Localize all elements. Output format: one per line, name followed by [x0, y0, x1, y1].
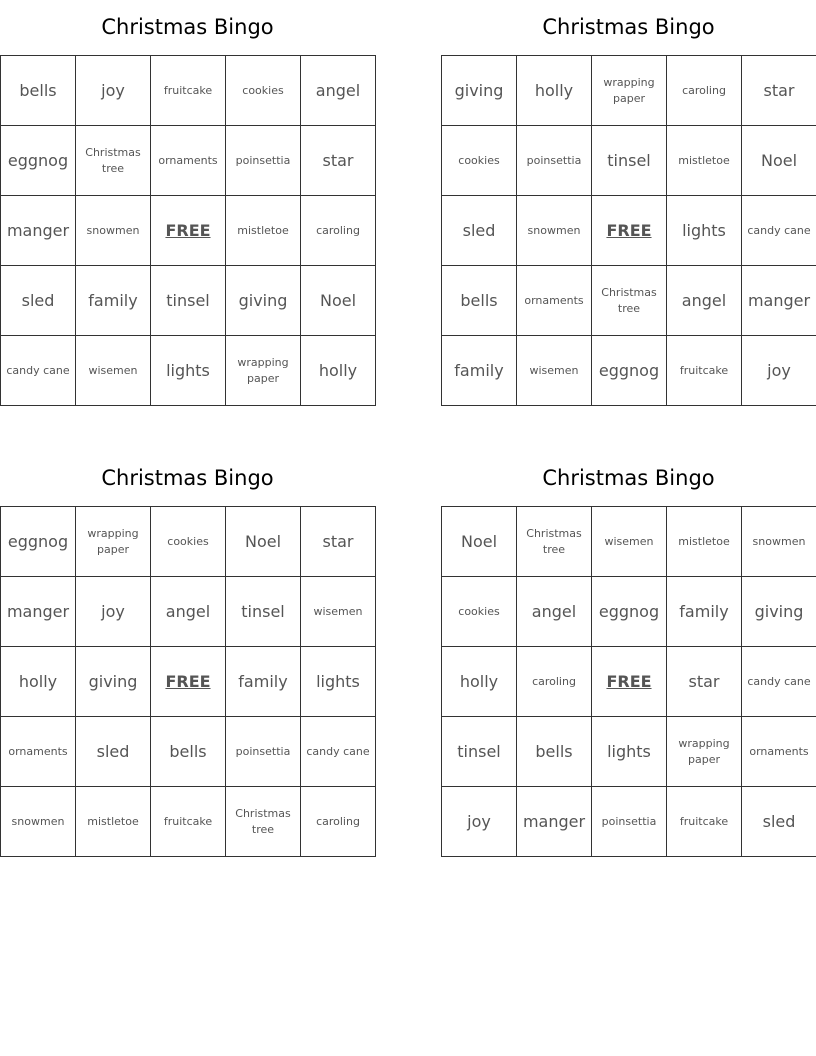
bingo-row	[442, 266, 816, 336]
bingo-cell: manger	[742, 266, 816, 336]
bingo-cell: caroling	[667, 56, 742, 126]
bingo-cell: lights	[151, 336, 226, 406]
bingo-cell: mistletoe	[226, 196, 301, 266]
bingo-cell: wrapping paper	[667, 717, 742, 787]
bingo-cell: family	[442, 336, 517, 406]
bingo-cell: wrapping paper	[226, 336, 301, 406]
bingo-row	[442, 196, 816, 266]
bingo-row	[442, 126, 816, 196]
bingo-cell: fruitcake	[151, 787, 226, 857]
bingo-cell: Noel	[742, 126, 816, 196]
bingo-row	[1, 507, 376, 577]
bingo-cell: giving	[226, 266, 301, 336]
card-title-text: Christmas Bingo	[101, 15, 274, 39]
bingo-cell: Noel	[226, 507, 301, 577]
card-title-text: Christmas Bingo	[101, 466, 274, 490]
bingo-cell: manger	[517, 787, 592, 857]
bingo-cell: candy cane	[742, 647, 816, 717]
bingo-cell: sled	[742, 787, 816, 857]
bingo-cell: tinsel	[442, 717, 517, 787]
bingo-cell: fruitcake	[667, 787, 742, 857]
bingo-cell: wisemen	[301, 577, 376, 647]
bingo-grid	[0, 506, 376, 857]
bingo-row	[1, 717, 376, 787]
bingo-card-1	[0, 0, 375, 406]
bingo-cell: holly	[442, 647, 517, 717]
bingo-cell: Noel	[301, 266, 376, 336]
bingo-cell: angel	[667, 266, 742, 336]
bingo-cell: poinsettia	[517, 126, 592, 196]
bingo-cell: cookies	[442, 126, 517, 196]
bingo-row	[1, 196, 376, 266]
free-space: FREE	[592, 647, 667, 717]
bingo-cell: ornaments	[151, 126, 226, 196]
bingo-cell: sled	[1, 266, 76, 336]
bingo-grid	[0, 55, 376, 406]
bingo-cell: mistletoe	[667, 507, 742, 577]
bingo-cell: snowmen	[517, 196, 592, 266]
bingo-cell: angel	[151, 577, 226, 647]
bingo-cell: candy cane	[742, 196, 816, 266]
bingo-cell: star	[742, 56, 816, 126]
bingo-row	[442, 647, 816, 717]
bingo-cell: bells	[1, 56, 76, 126]
bingo-card-2	[441, 0, 816, 406]
bingo-cell: family	[76, 266, 151, 336]
bingo-cell: snowmen	[76, 196, 151, 266]
bingo-row	[1, 787, 376, 857]
bingo-cell: family	[667, 577, 742, 647]
bingo-card-4	[441, 451, 816, 857]
bingo-cell: bells	[517, 717, 592, 787]
bingo-cell: wrapping paper	[76, 507, 151, 577]
bingo-cell: holly	[517, 56, 592, 126]
bingo-cell: manger	[1, 577, 76, 647]
bingo-cell: cookies	[226, 56, 301, 126]
bingo-cell: family	[226, 647, 301, 717]
bingo-row	[1, 126, 376, 196]
bingo-cell: bells	[442, 266, 517, 336]
bingo-card-3	[0, 451, 375, 857]
bingo-cell: candy cane	[301, 717, 376, 787]
free-space: FREE	[592, 196, 667, 266]
free-space: FREE	[151, 647, 226, 717]
bingo-cell: angel	[301, 56, 376, 126]
bingo-cell: tinsel	[592, 126, 667, 196]
bingo-cell: joy	[76, 577, 151, 647]
bingo-cell: ornaments	[517, 266, 592, 336]
bingo-cell: joy	[76, 56, 151, 126]
bingo-cell: snowmen	[742, 507, 816, 577]
bingo-cell: lights	[667, 196, 742, 266]
bingo-grid	[441, 506, 816, 857]
bingo-cell: lights	[301, 647, 376, 717]
card-title-text: Christmas Bingo	[542, 15, 715, 39]
bingo-cell: tinsel	[151, 266, 226, 336]
bingo-cell: star	[301, 507, 376, 577]
bingo-cell: lights	[592, 717, 667, 787]
free-space: FREE	[151, 196, 226, 266]
bingo-cell: giving	[742, 577, 816, 647]
bingo-cell: poinsettia	[592, 787, 667, 857]
bingo-cell: caroling	[517, 647, 592, 717]
bingo-cell: mistletoe	[76, 787, 151, 857]
bingo-cell: holly	[301, 336, 376, 406]
bingo-cell: joy	[742, 336, 816, 406]
bingo-cell: Christmas tree	[76, 126, 151, 196]
bingo-row	[1, 56, 376, 126]
bingo-cell: holly	[1, 647, 76, 717]
bingo-cell: mistletoe	[667, 126, 742, 196]
bingo-cell: poinsettia	[226, 717, 301, 787]
bingo-cell: wisemen	[517, 336, 592, 406]
bingo-cell: wisemen	[76, 336, 151, 406]
bingo-cell: Christmas tree	[226, 787, 301, 857]
bingo-cell: ornaments	[742, 717, 816, 787]
bingo-cell: fruitcake	[667, 336, 742, 406]
card-title	[0, 0, 375, 55]
bingo-row	[1, 336, 376, 406]
bingo-cell: fruitcake	[151, 56, 226, 126]
bingo-cell: snowmen	[1, 787, 76, 857]
bingo-cell: tinsel	[226, 577, 301, 647]
bingo-cell: bells	[151, 717, 226, 787]
card-title	[441, 0, 816, 55]
bingo-cell: ornaments	[1, 717, 76, 787]
bingo-cell: joy	[442, 787, 517, 857]
bingo-cell: caroling	[301, 196, 376, 266]
bingo-cell: Christmas tree	[517, 507, 592, 577]
bingo-cell: caroling	[301, 787, 376, 857]
bingo-grid	[441, 55, 816, 406]
bingo-cell: star	[301, 126, 376, 196]
bingo-cell: giving	[442, 56, 517, 126]
bingo-row	[1, 647, 376, 717]
bingo-cell: star	[667, 647, 742, 717]
bingo-row	[442, 507, 816, 577]
bingo-cell: eggnog	[1, 126, 76, 196]
bingo-cell: eggnog	[592, 577, 667, 647]
bingo-cell: eggnog	[1, 507, 76, 577]
bingo-cell: giving	[76, 647, 151, 717]
bingo-cell: angel	[517, 577, 592, 647]
bingo-row	[442, 717, 816, 787]
bingo-cell: poinsettia	[226, 126, 301, 196]
bingo-cell: cookies	[151, 507, 226, 577]
bingo-cell: sled	[76, 717, 151, 787]
bingo-row	[1, 577, 376, 647]
bingo-row	[442, 56, 816, 126]
card-title-text: Christmas Bingo	[542, 466, 715, 490]
bingo-cell: Noel	[442, 507, 517, 577]
bingo-cell: cookies	[442, 577, 517, 647]
bingo-cell: eggnog	[592, 336, 667, 406]
bingo-row	[1, 266, 376, 336]
bingo-row	[442, 577, 816, 647]
card-title	[441, 451, 816, 506]
bingo-cell: wrapping paper	[592, 56, 667, 126]
card-title	[0, 451, 375, 506]
bingo-cell: Christmas tree	[592, 266, 667, 336]
bingo-cell: candy cane	[1, 336, 76, 406]
bingo-row	[442, 787, 816, 857]
bingo-row	[442, 336, 816, 406]
bingo-cell: wisemen	[592, 507, 667, 577]
bingo-cell: sled	[442, 196, 517, 266]
bingo-cell: manger	[1, 196, 76, 266]
